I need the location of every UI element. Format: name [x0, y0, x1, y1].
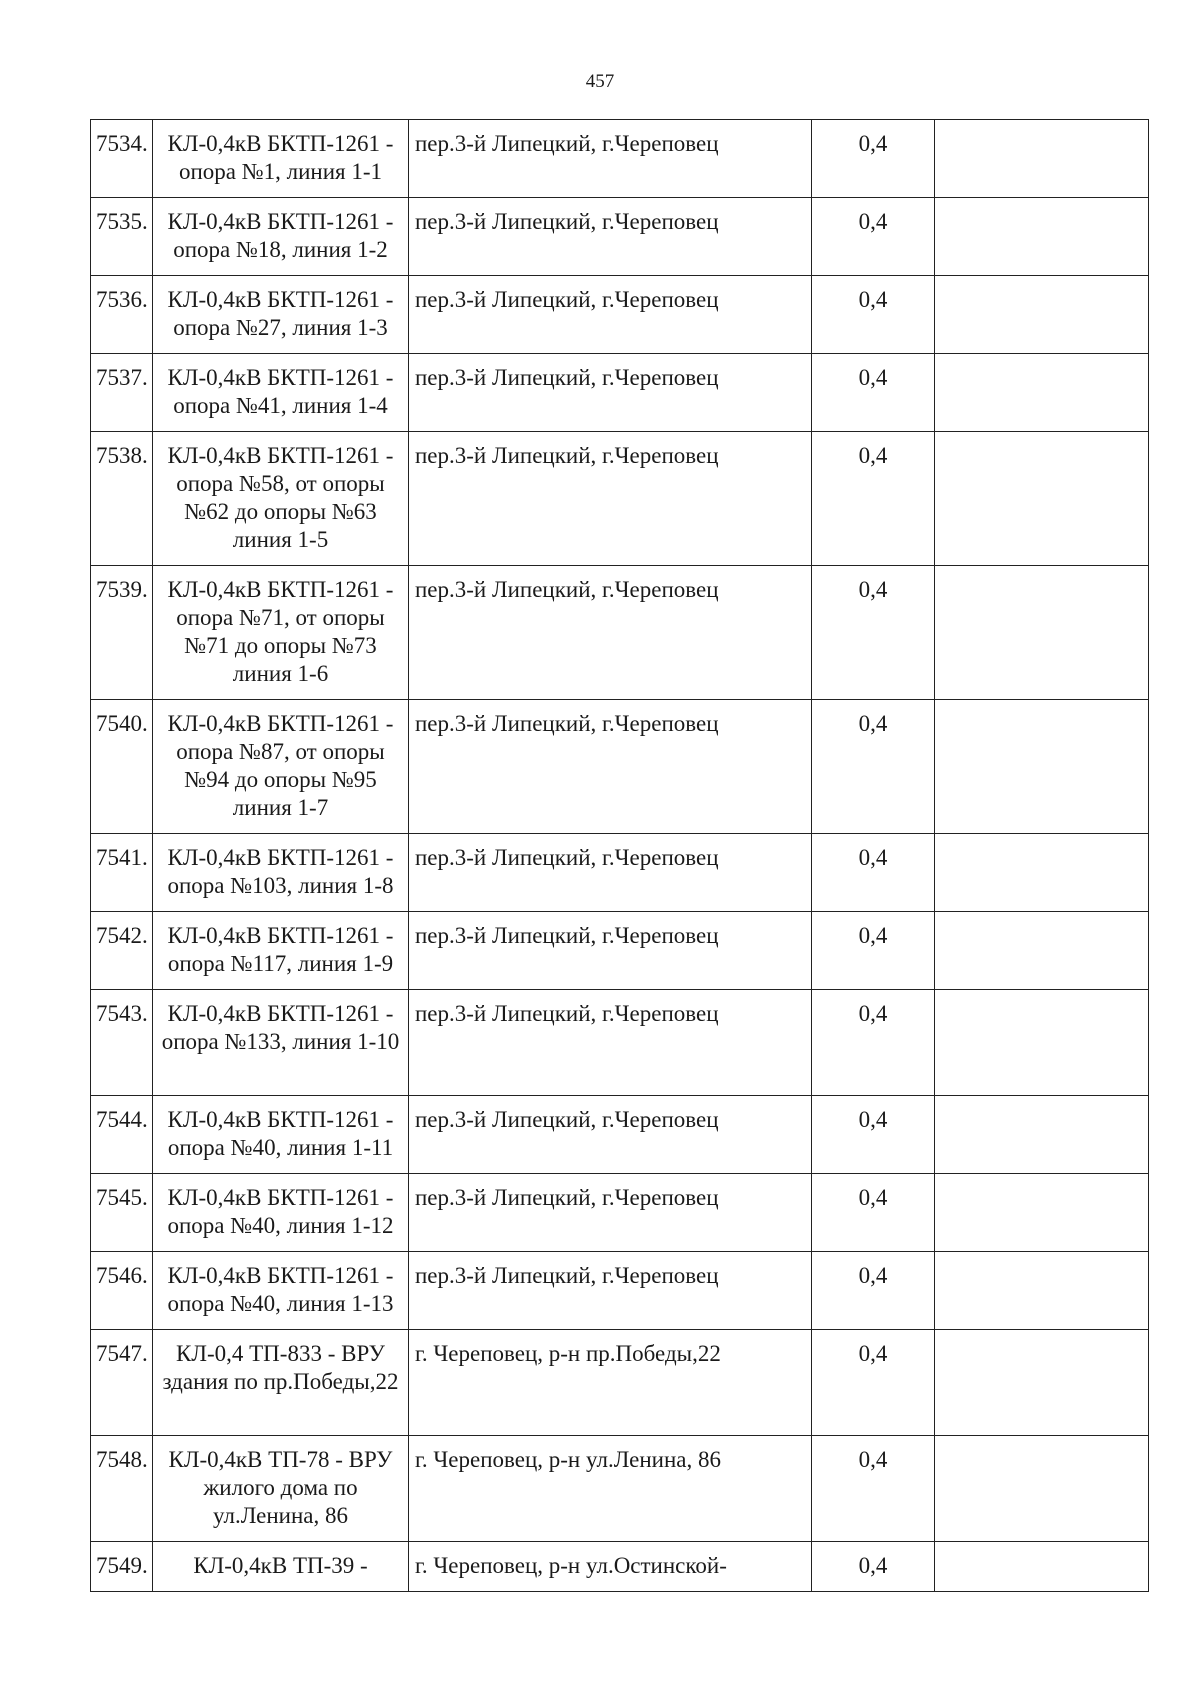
table-row [91, 198, 1149, 276]
row-number: 7548. [91, 1436, 153, 1542]
table-row [91, 990, 1149, 1096]
extra-cell [935, 1436, 1149, 1542]
object-address: пер.3-й Липецкий, г.Череповец [409, 834, 812, 912]
table-row [91, 432, 1149, 566]
object-address: пер.3-й Липецкий, г.Череповец [409, 432, 812, 566]
row-number: 7547. [91, 1330, 153, 1436]
object-address: пер.3-й Липецкий, г.Череповец [409, 912, 812, 990]
extra-cell [935, 1096, 1149, 1174]
voltage-value: 0,4 [812, 120, 935, 198]
extra-cell [935, 990, 1149, 1096]
object-address: г. Череповец, р-н ул.Остинской- [409, 1542, 812, 1592]
object-address: пер.3-й Липецкий, г.Череповец [409, 990, 812, 1096]
object-name: КЛ-0,4кВ БКТП-1261 - опора №1, линия 1-1 [153, 120, 409, 198]
object-name: КЛ-0,4кВ БКТП-1261 - опора №40, линия 1-13 [153, 1252, 409, 1330]
voltage-value: 0,4 [812, 276, 935, 354]
row-number: 7542. [91, 912, 153, 990]
table-row [91, 912, 1149, 990]
object-address: пер.3-й Липецкий, г.Череповец [409, 700, 812, 834]
table-row [91, 1174, 1149, 1252]
object-name: КЛ-0,4кВ БКТП-1261 - опора №133, линия 1-10 [153, 990, 409, 1096]
voltage-value: 0,4 [812, 354, 935, 432]
voltage-value: 0,4 [812, 1330, 935, 1436]
extra-cell [935, 198, 1149, 276]
row-number: 7537. [91, 354, 153, 432]
row-number: 7534. [91, 120, 153, 198]
voltage-value: 0,4 [812, 1096, 935, 1174]
object-name: КЛ-0,4кВ БКТП-1261 - опора №58, от опоры №62 до опоры №63 линия 1-5 [153, 432, 409, 566]
extra-cell [935, 700, 1149, 834]
extra-cell [935, 834, 1149, 912]
page-number: 457 [585, 71, 615, 92]
extra-cell [935, 912, 1149, 990]
table-row [91, 566, 1149, 700]
object-name: КЛ-0,4кВ ТП-78 - ВРУ жилого дома по ул.Ленина, 86 [153, 1436, 409, 1542]
row-number: 7545. [91, 1174, 153, 1252]
object-address: пер.3-й Липецкий, г.Череповец [409, 1096, 812, 1174]
object-address: пер.3-й Липецкий, г.Череповец [409, 198, 812, 276]
extra-cell [935, 1542, 1149, 1592]
row-number: 7538. [91, 432, 153, 566]
extra-cell [935, 566, 1149, 700]
object-name: КЛ-0,4кВ БКТП-1261 - опора №40, линия 1-11 [153, 1096, 409, 1174]
object-address: пер.3-й Липецкий, г.Череповец [409, 276, 812, 354]
voltage-value: 0,4 [812, 700, 935, 834]
voltage-value: 0,4 [812, 1174, 935, 1252]
object-name: КЛ-0,4кВ БКТП-1261 - опора №27, линия 1-3 [153, 276, 409, 354]
object-address: г. Череповец, р-н пр.Победы,22 [409, 1330, 812, 1436]
voltage-value: 0,4 [812, 912, 935, 990]
object-name: КЛ-0,4кВ БКТП-1261 - опора №18, линия 1-2 [153, 198, 409, 276]
voltage-value: 0,4 [812, 1436, 935, 1542]
object-address: пер.3-й Липецкий, г.Череповец [409, 566, 812, 700]
extra-cell [935, 354, 1149, 432]
object-name: КЛ-0,4кВ БКТП-1261 - опора №103, линия 1-8 [153, 834, 409, 912]
row-number: 7544. [91, 1096, 153, 1174]
row-number: 7540. [91, 700, 153, 834]
extra-cell [935, 432, 1149, 566]
object-address: пер.3-й Липецкий, г.Череповец [409, 1252, 812, 1330]
object-address: г. Череповец, р-н ул.Ленина, 86 [409, 1436, 812, 1542]
voltage-value: 0,4 [812, 566, 935, 700]
table-row [91, 1330, 1149, 1436]
row-number: 7549. [91, 1542, 153, 1592]
cable-line-register-table [90, 119, 1149, 1592]
table-row [91, 1096, 1149, 1174]
object-name: КЛ-0,4кВ ТП-39 - [153, 1542, 409, 1592]
voltage-value: 0,4 [812, 1252, 935, 1330]
object-name: КЛ-0,4кВ БКТП-1261 - опора №71, от опоры №71 до опоры №73 линия 1-6 [153, 566, 409, 700]
row-number: 7539. [91, 566, 153, 700]
extra-cell [935, 276, 1149, 354]
table-row [91, 354, 1149, 432]
voltage-value: 0,4 [812, 990, 935, 1096]
table-row [91, 834, 1149, 912]
table-row [91, 1436, 1149, 1542]
extra-cell [935, 1252, 1149, 1330]
object-name: КЛ-0,4 ТП-833 - ВРУ здания по пр.Победы,22 [153, 1330, 409, 1436]
table-row [91, 120, 1149, 198]
row-number: 7543. [91, 990, 153, 1096]
object-name: КЛ-0,4кВ БКТП-1261 - опора №117, линия 1-9 [153, 912, 409, 990]
table-row [91, 1252, 1149, 1330]
object-name: КЛ-0,4кВ БКТП-1261 - опора №87, от опоры №94 до опоры №95 линия 1-7 [153, 700, 409, 834]
table-row [91, 276, 1149, 354]
voltage-value: 0,4 [812, 1542, 935, 1592]
voltage-value: 0,4 [812, 198, 935, 276]
object-address: пер.3-й Липецкий, г.Череповец [409, 354, 812, 432]
voltage-value: 0,4 [812, 834, 935, 912]
extra-cell [935, 1330, 1149, 1436]
extra-cell [935, 1174, 1149, 1252]
row-number: 7546. [91, 1252, 153, 1330]
object-name: КЛ-0,4кВ БКТП-1261 - опора №41, линия 1-4 [153, 354, 409, 432]
row-number: 7536. [91, 276, 153, 354]
object-name: КЛ-0,4кВ БКТП-1261 - опора №40, линия 1-12 [153, 1174, 409, 1252]
row-number: 7541. [91, 834, 153, 912]
extra-cell [935, 120, 1149, 198]
table-row [91, 700, 1149, 834]
voltage-value: 0,4 [812, 432, 935, 566]
table-row [91, 1542, 1149, 1592]
object-address: пер.3-й Липецкий, г.Череповец [409, 120, 812, 198]
row-number: 7535. [91, 198, 153, 276]
object-address: пер.3-й Липецкий, г.Череповец [409, 1174, 812, 1252]
